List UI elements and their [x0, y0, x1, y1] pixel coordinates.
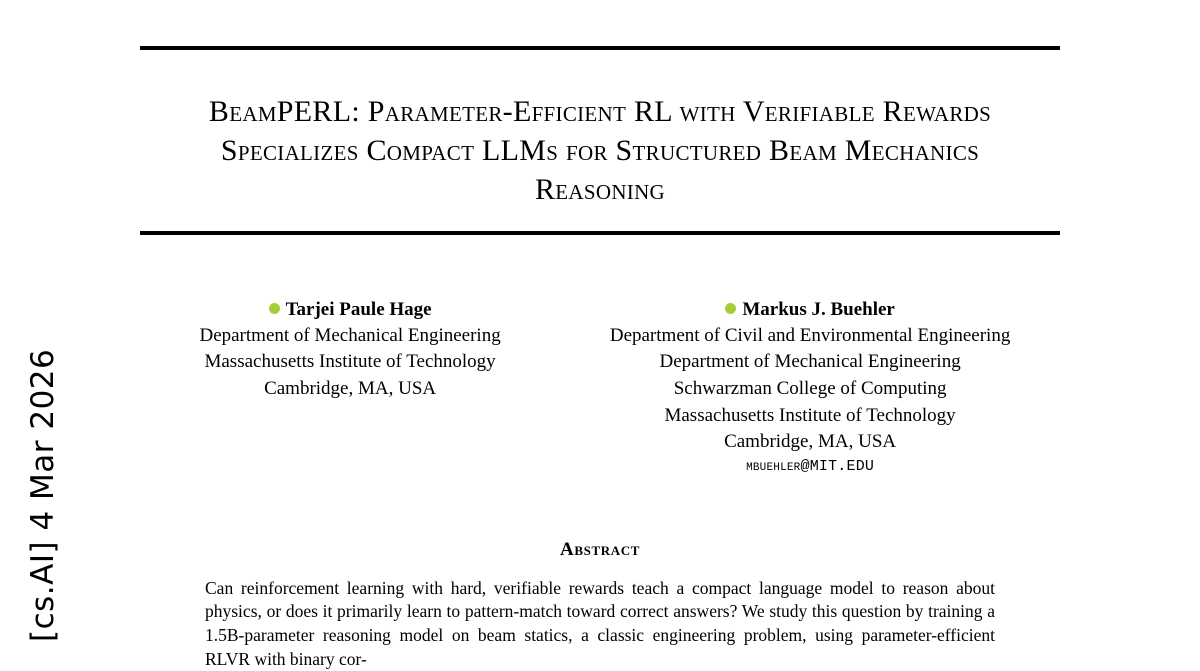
author-affiliation: Massachusetts Institute of Technology	[664, 404, 956, 426]
author-name: Tarjei Paule Hage	[285, 299, 432, 321]
orcid-icon[interactable]	[269, 303, 280, 314]
paper-content	[140, 0, 1060, 671]
title-rule-bottom	[140, 231, 1060, 235]
orcid-icon[interactable]	[725, 303, 736, 314]
author-name: Markus J. Buehler	[742, 299, 895, 321]
arxiv-stamp	[0, 0, 88, 648]
abstract-paragraph: Can reinforcement learning with hard, verifiable rewards teach a compact language model to reason about physics, or does it primarily learn to pattern-match toward correct answers? We study this question by training a 1.5B-parameter reasoning model on beam statics, a classic engineering problem, using parameter-efficient RLVR with binary cor-	[205, 577, 995, 669]
author-affiliation: Massachusetts Institute of Technology	[204, 351, 496, 373]
author-email[interactable]: mbuehler@MIT.EDU	[746, 457, 875, 475]
title-rule-top	[140, 46, 1060, 50]
author-name-row	[156, 297, 544, 323]
author-entry	[140, 297, 560, 475]
abstract-heading: Abstract	[560, 538, 640, 560]
author-name-row	[576, 297, 1044, 323]
author-affiliation: Department of Civil and Environmental Engineering	[609, 324, 1011, 346]
author-affiliation: Department of Mechanical Engineering	[199, 324, 501, 346]
author-affiliation: Department of Mechanical Engineering	[659, 351, 961, 373]
author-affiliation: Schwarzman College of Computing	[673, 377, 947, 399]
abstract-body	[205, 577, 995, 671]
page-title: BeamPERL: Parameter-Efficient RL with Verifiable Rewards Specializes Compact LLMs for Structured Beam Mechanics Reasoning	[208, 95, 992, 207]
arxiv-stamp-text: [cs.AI] 4 Mar 2026	[25, 348, 61, 642]
author-entry	[560, 297, 1060, 475]
author-affiliation: Cambridge, MA, USA	[264, 377, 437, 399]
author-affiliation: Cambridge, MA, USA	[724, 431, 897, 453]
author-block	[140, 297, 1060, 475]
